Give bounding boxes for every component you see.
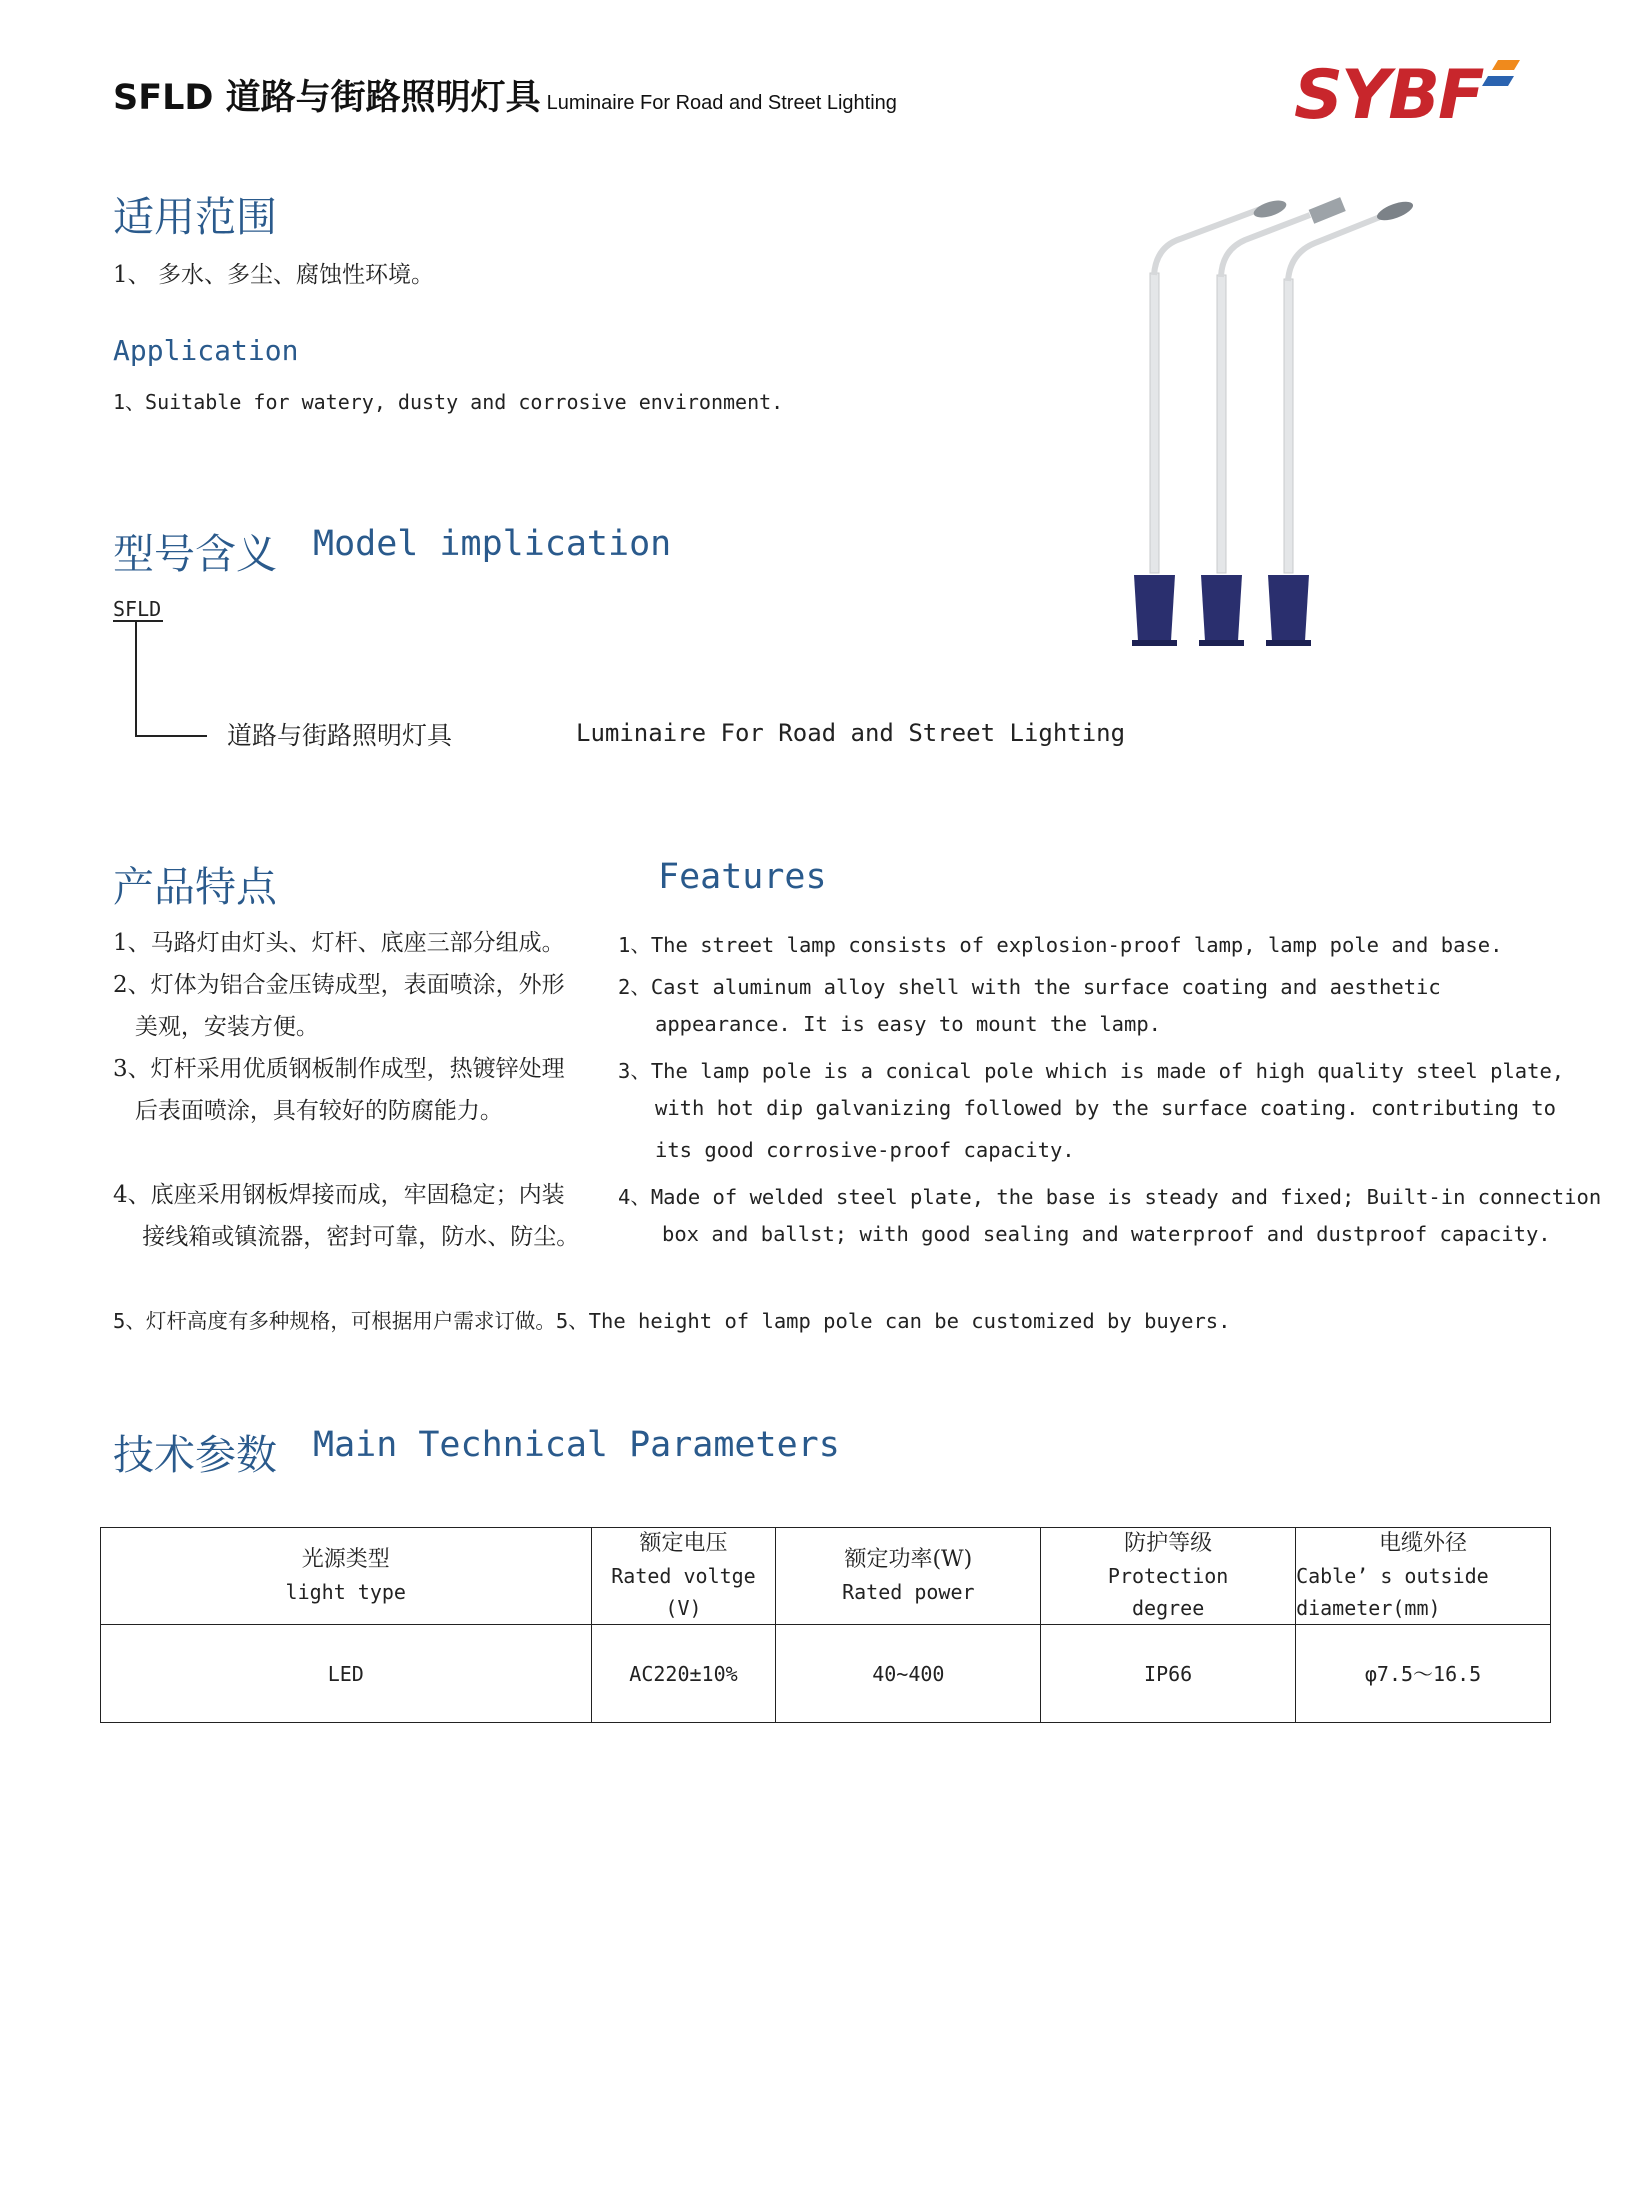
features-heading-en: Features [658,857,827,897]
table-row [101,1625,1551,1723]
lamp-head-1 [1252,197,1289,221]
feature-item-5: 5、灯杆高度有多种规格，可根据用户需求订做。5、The height of lamp pole can be customized by buyers. [113,1309,1231,1333]
lamp-pole-3 [1266,198,1415,646]
document-title [113,70,897,120]
header-light-type: 光源类型 light type [101,1528,592,1625]
application-heading-en: Application [113,334,299,367]
logo-blue-shape [1482,76,1514,86]
feature-cn-line: 1、马路灯由灯头、灯杆、底座三部分组成。 [113,930,565,956]
street-lamp-illustration [1120,195,1440,655]
value-rated-voltage: AC220±10% [591,1625,776,1723]
logo-text: SYBF [1294,56,1483,128]
feature-en-line: box and ballst; with good sealing and waterproof and dustproof capacity. [662,1222,1551,1246]
feature-en-line: 1、The street lamp consists of explosion-proof lamp, lamp pole and base. [618,933,1503,957]
scope-item-cn: 1、 多水、多尘、腐蚀性环境。 [113,262,434,288]
lamp-head-2 [1309,197,1346,224]
title-en: Luminaire For Road and Street Lighting [546,92,897,114]
value-cable-diameter: φ7.5～16.5 [1296,1625,1551,1723]
model-desc-cn: 道路与街路照明灯具 [227,721,453,750]
lamp-base-2 [1201,575,1242,641]
feature-en-line: 2、Cast aluminum alloy shell with the surface coating and aesthetic [618,975,1441,999]
model-bracket-vertical [135,622,137,737]
params-heading-en: Main Technical Parameters [313,1425,840,1465]
table-header-row [101,1528,1551,1625]
value-rated-power: 40~400 [776,1625,1041,1723]
parameters-table [100,1527,1551,1723]
feature-en-line: its good corrosive-proof capacity. [655,1138,1075,1162]
application-item-en: 1、Suitable for watery, dusty and corrosive environment. [113,390,784,414]
header-rated-voltage: 额定电压 Rated voltge (V) [591,1528,776,1625]
feature-en-line: with hot dip galvanizing followed by the surface coating. contributing to [655,1096,1556,1120]
feature-cn-line: 2、灯体为铝合金压铸成型，表面喷涂，外形 [113,972,565,998]
model-desc-en: Luminaire For Road and Street Lighting [576,719,1126,747]
feature-en-line: 4、Made of welded steel plate, the base is steady and fixed; Built-in connection [618,1185,1602,1209]
model-bracket-horizontal [135,735,207,737]
model-code-underline [113,620,163,622]
header-cable-diameter: 电缆外径 Cable’ s outside diameter(mm) [1296,1528,1551,1625]
features-heading-cn: 产品特点 [113,863,277,911]
feature-cn-line: 4、底座采用钢板焊接而成，牢固稳定；内装 [113,1182,565,1208]
title-cn: SFLD 道路与街路照明灯具 [113,78,541,118]
feature-cn-line: 后表面喷涂，具有较好的防腐能力。 [113,1098,503,1124]
feature-en-line: appearance. It is easy to mount the lamp. [655,1012,1162,1036]
feature-cn-line: 美观，安装方便。 [113,1014,319,1040]
feature-cn-line: 3、灯杆采用优质钢板制作成型，热镀锌处理 [113,1056,565,1082]
model-code: SFLD [113,597,162,621]
scope-heading-cn: 适用范围 [113,193,277,241]
lamp-head-3 [1375,198,1415,224]
value-light-type: LED [101,1625,592,1723]
lamp-base-1 [1134,575,1175,641]
value-protection-degree: IP66 [1041,1625,1296,1723]
params-heading-cn: 技术参数 [113,1431,277,1479]
header-rated-power: 额定功率(W) Rated power [776,1528,1041,1625]
logo-accent-shape [1492,60,1520,70]
lamp-base-3 [1268,575,1309,641]
feature-en-line: 3、The lamp pole is a conical pole which is made of high quality steel plate, [618,1059,1565,1083]
model-heading-en: Model implication [313,524,672,564]
header-protection-degree: 防护等级 Protection degree [1041,1528,1296,1625]
model-heading-cn: 型号含义 [113,530,277,578]
sybf-logo [1292,56,1522,128]
feature-cn-line: 接线箱或镇流器，密封可靠，防水、防尘。 [113,1224,580,1250]
